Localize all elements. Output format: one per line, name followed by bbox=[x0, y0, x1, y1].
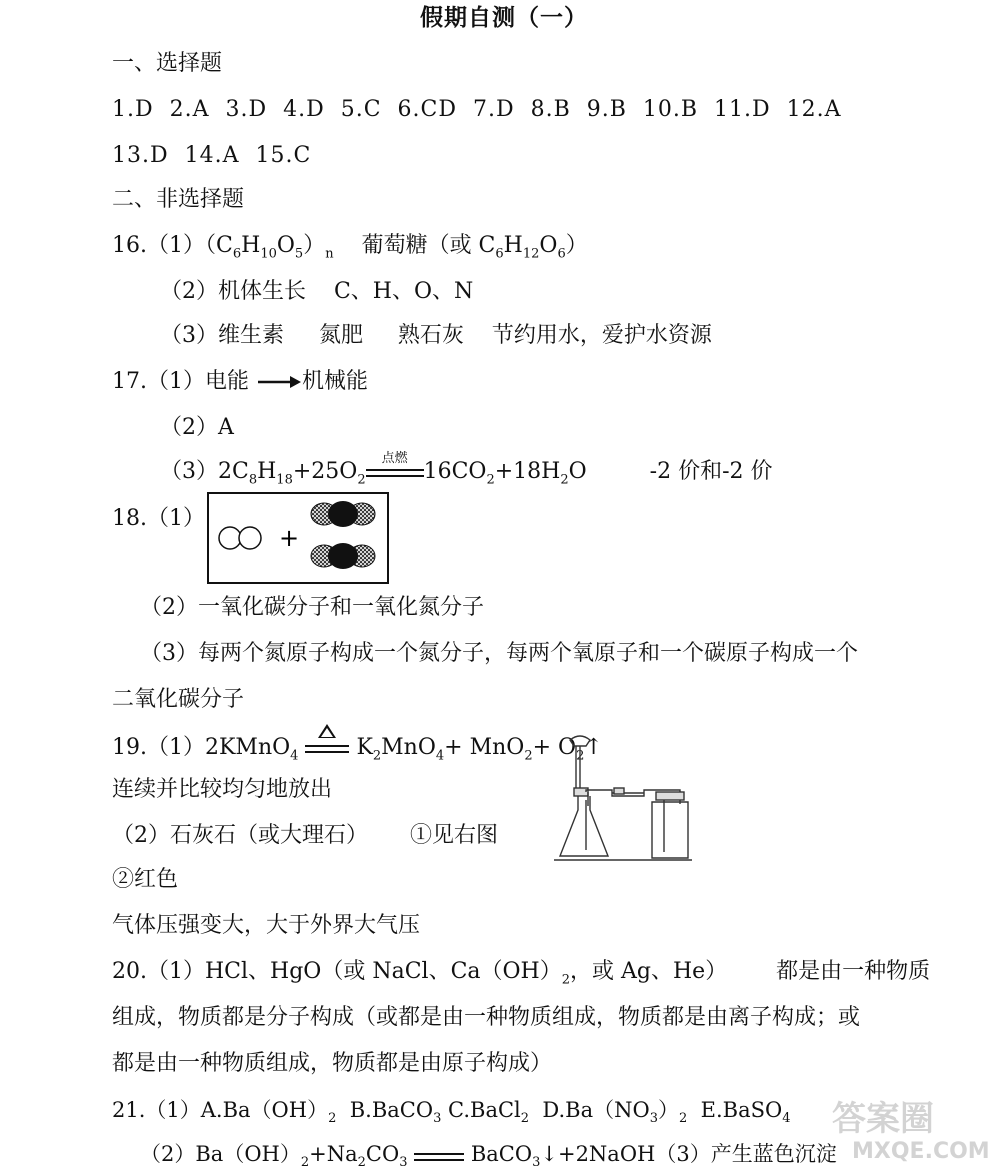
q21-part1: $21.(1)A.Ba(OH)_2$ B.BaCO$_3$ C.BaCl$_2$ $D.Ba(NO_3)_2$ E.BaSO$_4$ bbox=[112, 1098, 791, 1127]
choice-answers-row-1: 1.D 2.A 3.D 4.D 5.C 6.CD 7.D 8.B 9.B 10.B 11.D 12.A bbox=[112, 97, 842, 122]
right-arrow-icon bbox=[256, 371, 302, 393]
section-heading-nonchoice: 二、非选择题 bbox=[112, 187, 245, 212]
choice-answers-row-2: 13.D 14.A 15.C bbox=[112, 143, 312, 168]
molecule-model-icon bbox=[209, 494, 387, 582]
q18-part3-line1: （3）每两个氮原子构成一个氮分子，每两个氧原子和一个碳原子构成一个 bbox=[140, 641, 858, 666]
q16-part2: （2）机体生长 C、H、O、N bbox=[160, 279, 474, 304]
heat-triangle-icon bbox=[318, 724, 336, 738]
molecule-diagram bbox=[207, 492, 389, 584]
q19-part1-equation: 19.（1）2KMnO$_4$ $K_2MnO_4+ MnO_2+$ $O_2↑$ bbox=[112, 734, 603, 762]
svg-text:MXQE.COM: MXQE.COM bbox=[852, 1139, 990, 1164]
section-heading-choice: 一、选择题 bbox=[112, 51, 223, 76]
q21-part2: $(2)Ba(OH)_2+Na_2CO_3$ BaCO$_3$↓+2NaOH（3）产生蓝色沉淀 bbox=[140, 1142, 837, 1171]
reaction-equals-sign: 点燃 bbox=[366, 467, 424, 477]
q18-part2: （2）一氧化碳分子和一氧化氮分子 bbox=[140, 595, 484, 620]
q19-part2: （2）石灰石（或大理石） ①见右图 bbox=[112, 823, 498, 848]
q19-line5: 气体压强变大，大于外界大气压 bbox=[112, 913, 421, 938]
q20-line2: 组成，物质都是分子构成（或都是由一种物质组成，物质都是由离子构成；或 bbox=[112, 1005, 861, 1030]
reaction-equals-sign-2 bbox=[414, 1151, 464, 1161]
q17-part2: （2）A bbox=[160, 415, 234, 440]
q16-part1: $16.(1)(C_6H_{10}O_5)_n$ 葡萄糖（或 $C_6H_{12}O_6$） bbox=[112, 233, 588, 262]
q19-line2: 连续并比较均匀地放出 bbox=[112, 777, 333, 802]
watermark-logo bbox=[822, 1094, 992, 1164]
q19-line4: ②红色 bbox=[112, 867, 179, 892]
q20-line3: 都是由一种物质组成，物质都是由原子构成） bbox=[112, 1051, 553, 1076]
heating-equals-sign bbox=[305, 743, 349, 753]
plus-sign: + bbox=[279, 524, 300, 552]
gas-apparatus-diagram bbox=[552, 730, 692, 870]
q17-part1: 17.（1）电能 机械能 bbox=[112, 369, 368, 394]
q16-part3: （3）维生素 氮肥 熟石灰 节约用水，爱护水资源 bbox=[160, 323, 712, 348]
page-title: 假期自测（一） bbox=[420, 4, 588, 31]
svg-text:答案圈: 答案圈 bbox=[832, 1099, 934, 1139]
q18-part3-line2: 二氧化碳分子 bbox=[112, 687, 245, 712]
q20-line1: 20.（1）HCl、HgO（或 NaCl、$Ca(OH)_2$，或 Ag、He） 都是由一种物质 bbox=[112, 959, 931, 988]
q17-part3: $(3)2C_8H_{18}+25O_2$ 点燃 $16CO_2+18H_2O$ -2 价和-2 价 bbox=[160, 451, 773, 488]
q18-part1-label: 18.（1） bbox=[112, 506, 205, 531]
